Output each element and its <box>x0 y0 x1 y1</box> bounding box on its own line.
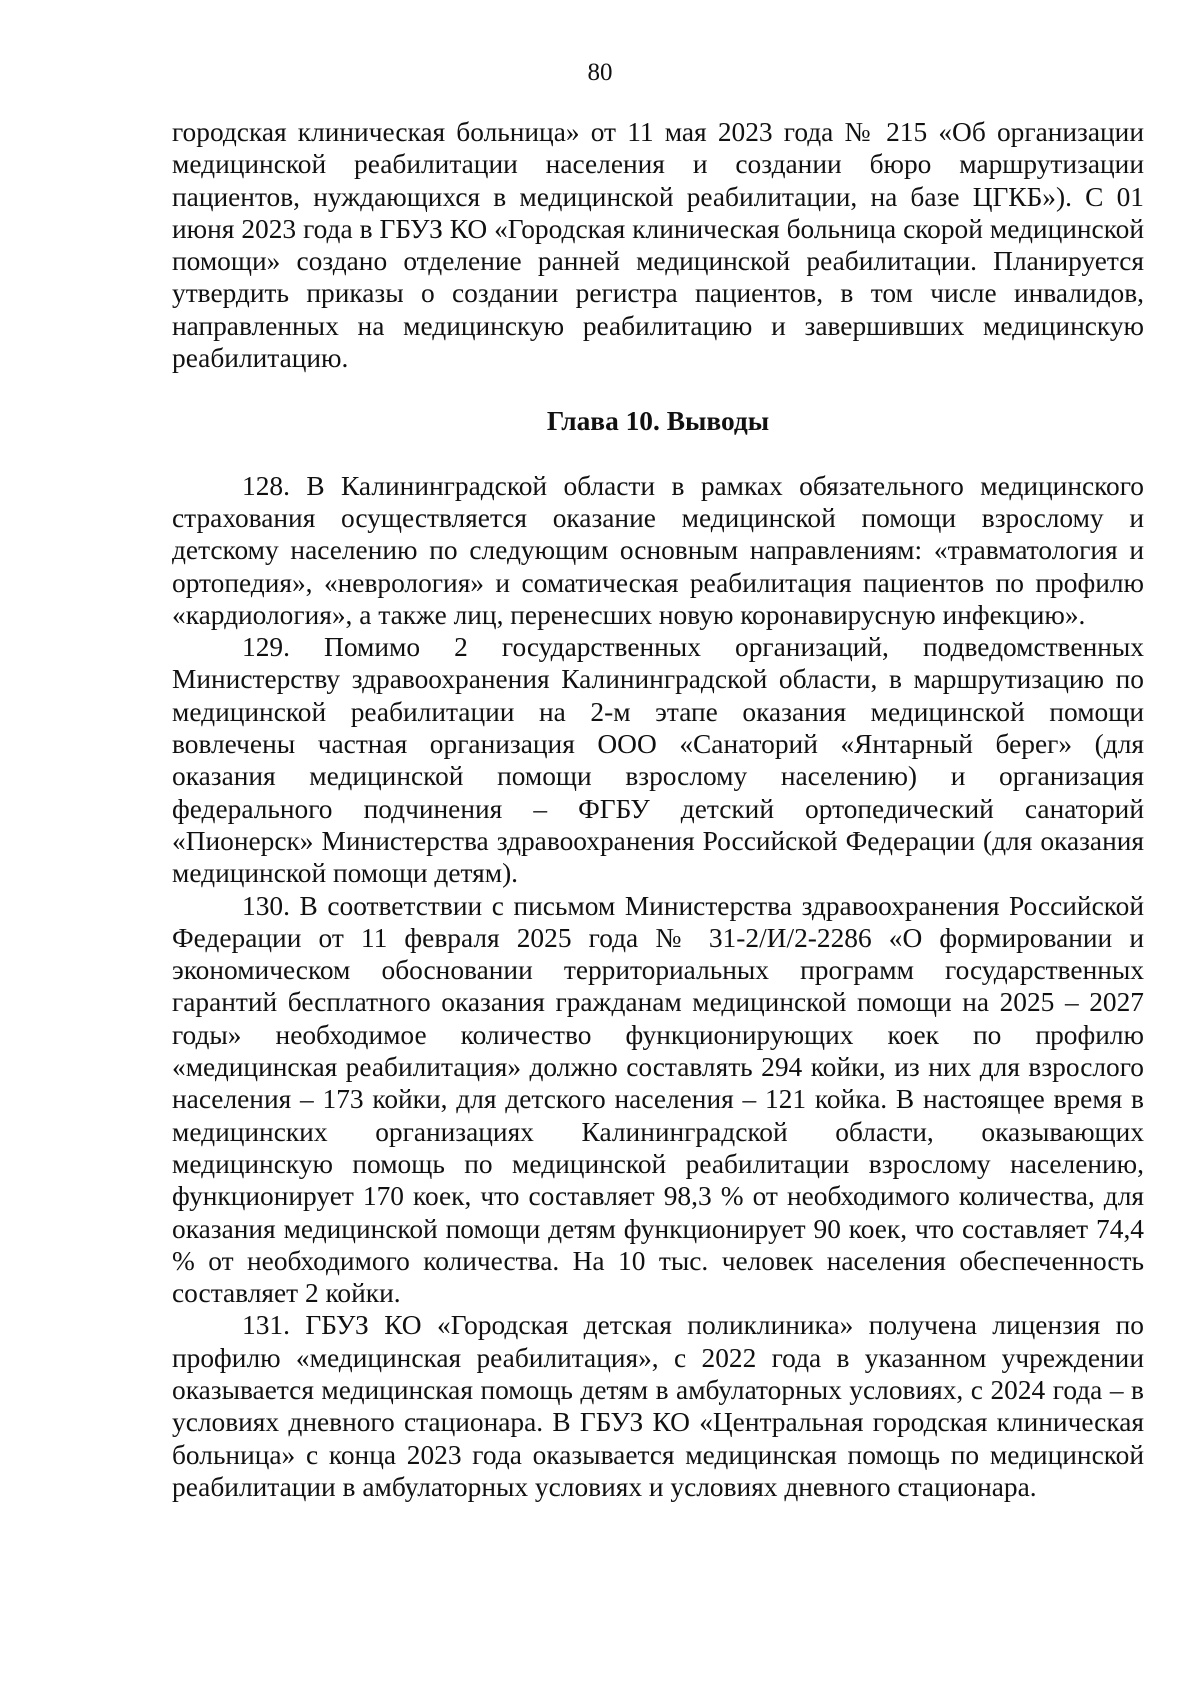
document-body <box>172 116 1144 1503</box>
paragraph-128: 128. В Калининградской области в рамках обязательного медицинского страхования осуществляется оказание медицинской помощи взрослому и детскому населению по следующим основным направлениям: «травматология и ортопедия», «неврология» и соматическая реабилитация пациентов по профилю «кардиология», а также лиц, перенесших новую коронавирусную инфекцию». <box>172 470 1144 630</box>
paragraph-130: 130. В соответствии с письмом Министерства здравоохранения Российской Федерации от 11 февраля 2025 года № 31-2/И/2-2286 «О формировании и экономическом обосновании территориальных программ государственных гарантий бесплатного оказания гражданам медицинской помощи на 2025 – 2027 годы» необходимое количество функционирующих коек по профилю «медицинская реабилитация» должно составлять 294 койки, из них для взрослого населения – 173 койки, для детского населения – 121 койка. В настоящее время в медицинских организациях Калининградской области, оказывающих медицинскую помощь по медицинской реабилитации взрослому населению, функционирует 170 коек, что составляет 98,3 % от необходимого количества, для оказания медицинской помощи детям функционирует 90 коек, что составляет 74,4 % от необходимого количества. На 10 тыс. человек населения обеспеченность составляет 2 койки. <box>172 890 1144 1309</box>
chapter-title: Глава 10. Выводы <box>546 406 770 437</box>
page-number: 80 <box>587 59 613 86</box>
paragraph-129: 129. Помимо 2 государственных организаций, подведомственных Министерству здравоохранения Калининградской области, в маршрутизацию по медицинской реабилитации на 2-м этапе оказания медицинской помощи вовлечены частная организация ООО «Санаторий «Янтарный берег» (для оказания медицинской помощи взрослому населению) и организация федерального подчинения – ФГБУ детский ортопедический санаторий «Пионерск» Министерства здравоохранения Российской Федерации (для оказания медицинской помощи детям). <box>172 632 1144 889</box>
intro-paragraph: городская клиническая больница» от 11 мая 2023 года № 215 «Об организации медицинской реабилитации населения и создании бюро маршрутизации пациентов, нуждающихся в медицинской реабилитации, на базе ЦГКБ»). С 01 июня 2023 года в ГБУЗ КО «Городская клиническая больница скорой медицинской помощи» создано отделение ранней медицинской реабилитации. Планируется утвердить приказы о создании регистра пациентов, в том числе инвалидов, направленных на медицинскую реабилитацию и завершивших медицинскую реабилитацию. <box>172 117 1144 374</box>
paragraph-131: 131. ГБУЗ КО «Городская детская поликлиника» получена лицензия по профилю «медицинская реабилитация», с 2022 года в указанном учреждении оказывается медицинская помощь детям в амбулаторных условиях, с 2024 года – в условиях дневного стационара. В ГБУЗ КО «Центральная городская клиническая больница» с конца 2023 года оказывается медицинская помощь по медицинской реабилитации в амбулаторных условиях и условиях дневного стационара. <box>172 1310 1144 1502</box>
